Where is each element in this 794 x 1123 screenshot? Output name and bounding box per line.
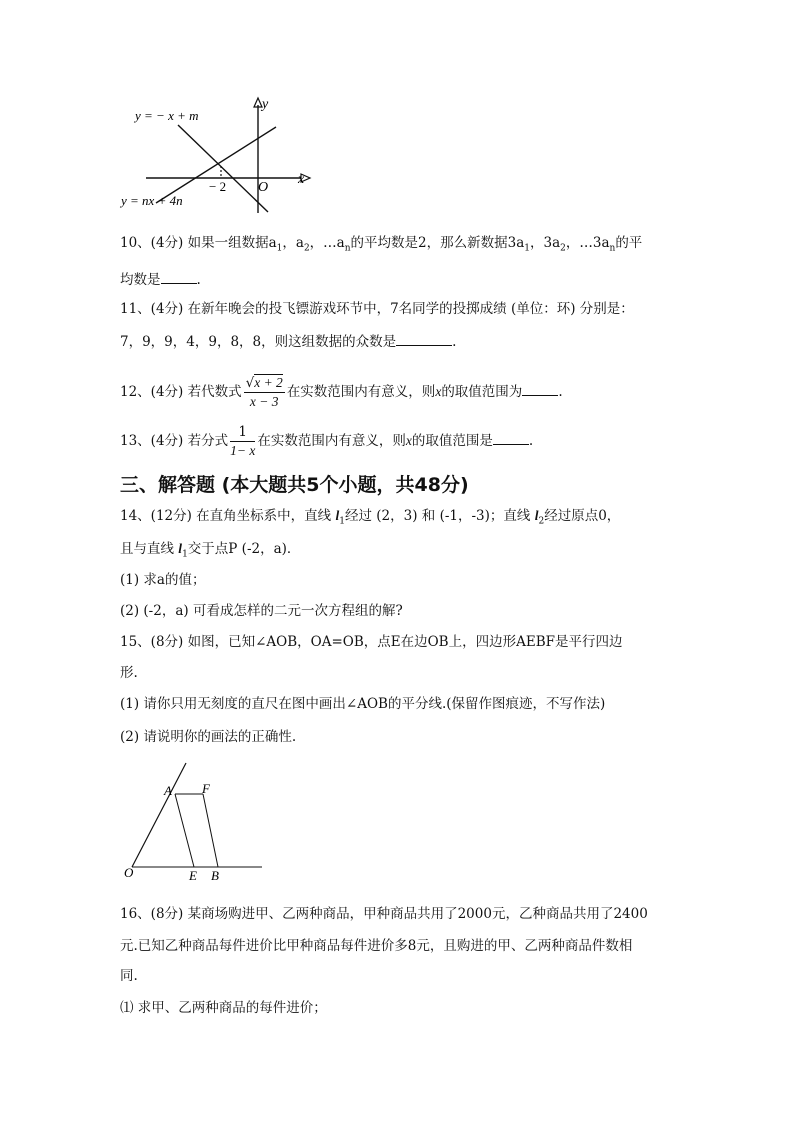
q13-line: 13、(4分) 若分式 $\frac{1}{1- x}$ 在实数范围内有意义，则x的取值范围是 . <box>120 424 534 458</box>
q10-line1: 10、(4分) 如果一组数据$a_1$，$a_2$，$\dots a_n$的平均数是2，那么新数据$3a_1$，$3a_2$，$\dots 3a_n$的平 <box>120 235 643 254</box>
q15-line1: 15、(8分) 如图，已知∠AOB，OA=OB，点E在边OB上，四边形AEBF是平行四边 <box>120 634 623 650</box>
q16-sub1: ⑴ 求甲、乙两种商品的每件进价； <box>120 1000 327 1016</box>
y-axis-label: y <box>262 97 269 112</box>
label-line1: y = − x + m <box>135 108 199 123</box>
q13-fraction: $\frac{1}{1- x}$ <box>230 424 256 458</box>
label-O: O <box>124 865 134 880</box>
q14-line2: 且与直线 $l_1$交于点P (-2，a)． <box>120 541 301 560</box>
label-line2: y = nx + 4n <box>121 193 183 208</box>
answer-blank <box>396 331 452 346</box>
q11-line2: 7，9，9，4，9，8，8，则这组数据的众数是 . <box>120 331 456 352</box>
q14-sub2: (2) (-2，a) 可看成怎样的二元一次方程组的解? <box>120 603 403 619</box>
label-A: A <box>164 783 172 798</box>
q16-line1: 16、(8分) 某商场购进甲、乙两种商品，甲种商品共用了2000元，乙种商品共用了2400 <box>120 906 648 922</box>
origin-label: O <box>258 180 269 195</box>
linear-functions-graph <box>118 95 318 220</box>
q15-sub1: (1) 请你只用无刻度的直尺在图中画出∠AOB的平分线.(保留作图痕迹，不写作法) <box>120 696 606 712</box>
x-axis-label: x <box>298 172 305 187</box>
q12-line: 12、(4分) 若代数式 $\frac{√x + 2}{x - 3}$ 在实数范围内有意义，则x的取值范围为 . <box>120 375 563 409</box>
q12-fraction: $\frac{√x + 2}{x - 3}$ <box>245 375 283 409</box>
answer-blank <box>493 430 529 445</box>
sqrt-icon: √ <box>245 375 255 391</box>
answer-blank <box>522 381 558 396</box>
q15-line2: 形. <box>120 665 138 681</box>
q14-line1: 14、(12分) 在直角坐标系中，直线 $l_1$经过 (2，3) 和 (-1，-3)；直线 $l_2$经过原点0， <box>120 508 621 527</box>
label-E: E <box>189 868 197 883</box>
q15-sub2: (2) 请说明你的画法的正确性. <box>120 729 297 745</box>
segment-FB <box>203 794 218 867</box>
label-B: B <box>211 868 219 883</box>
answer-blank <box>161 269 197 284</box>
q14-sub1: (1) 求a的值； <box>120 572 206 588</box>
section-title: 三、解答题 (本大题共5个小题，共48分) <box>120 474 469 496</box>
segment-AE <box>175 794 194 867</box>
q16-line3: 同. <box>120 968 138 984</box>
q11-line1: 11、(4分) 在新年晚会的投飞镖游戏环节中，7名同学的投掷成绩 (单位：环) 分别是： <box>120 301 634 317</box>
q16-line2: 元.已知乙种商品每件进价比甲种商品每件进价多8元，且购进的甲、乙两种商品件数相 <box>120 938 633 954</box>
line-y-neg-x-plus-m <box>178 125 268 212</box>
label-F: F <box>202 781 210 796</box>
q10-line2: 均数是 . <box>120 269 201 290</box>
ray-OA <box>132 763 186 867</box>
parallelogram-figure <box>118 755 268 885</box>
tick-label: − 2 <box>209 179 227 194</box>
